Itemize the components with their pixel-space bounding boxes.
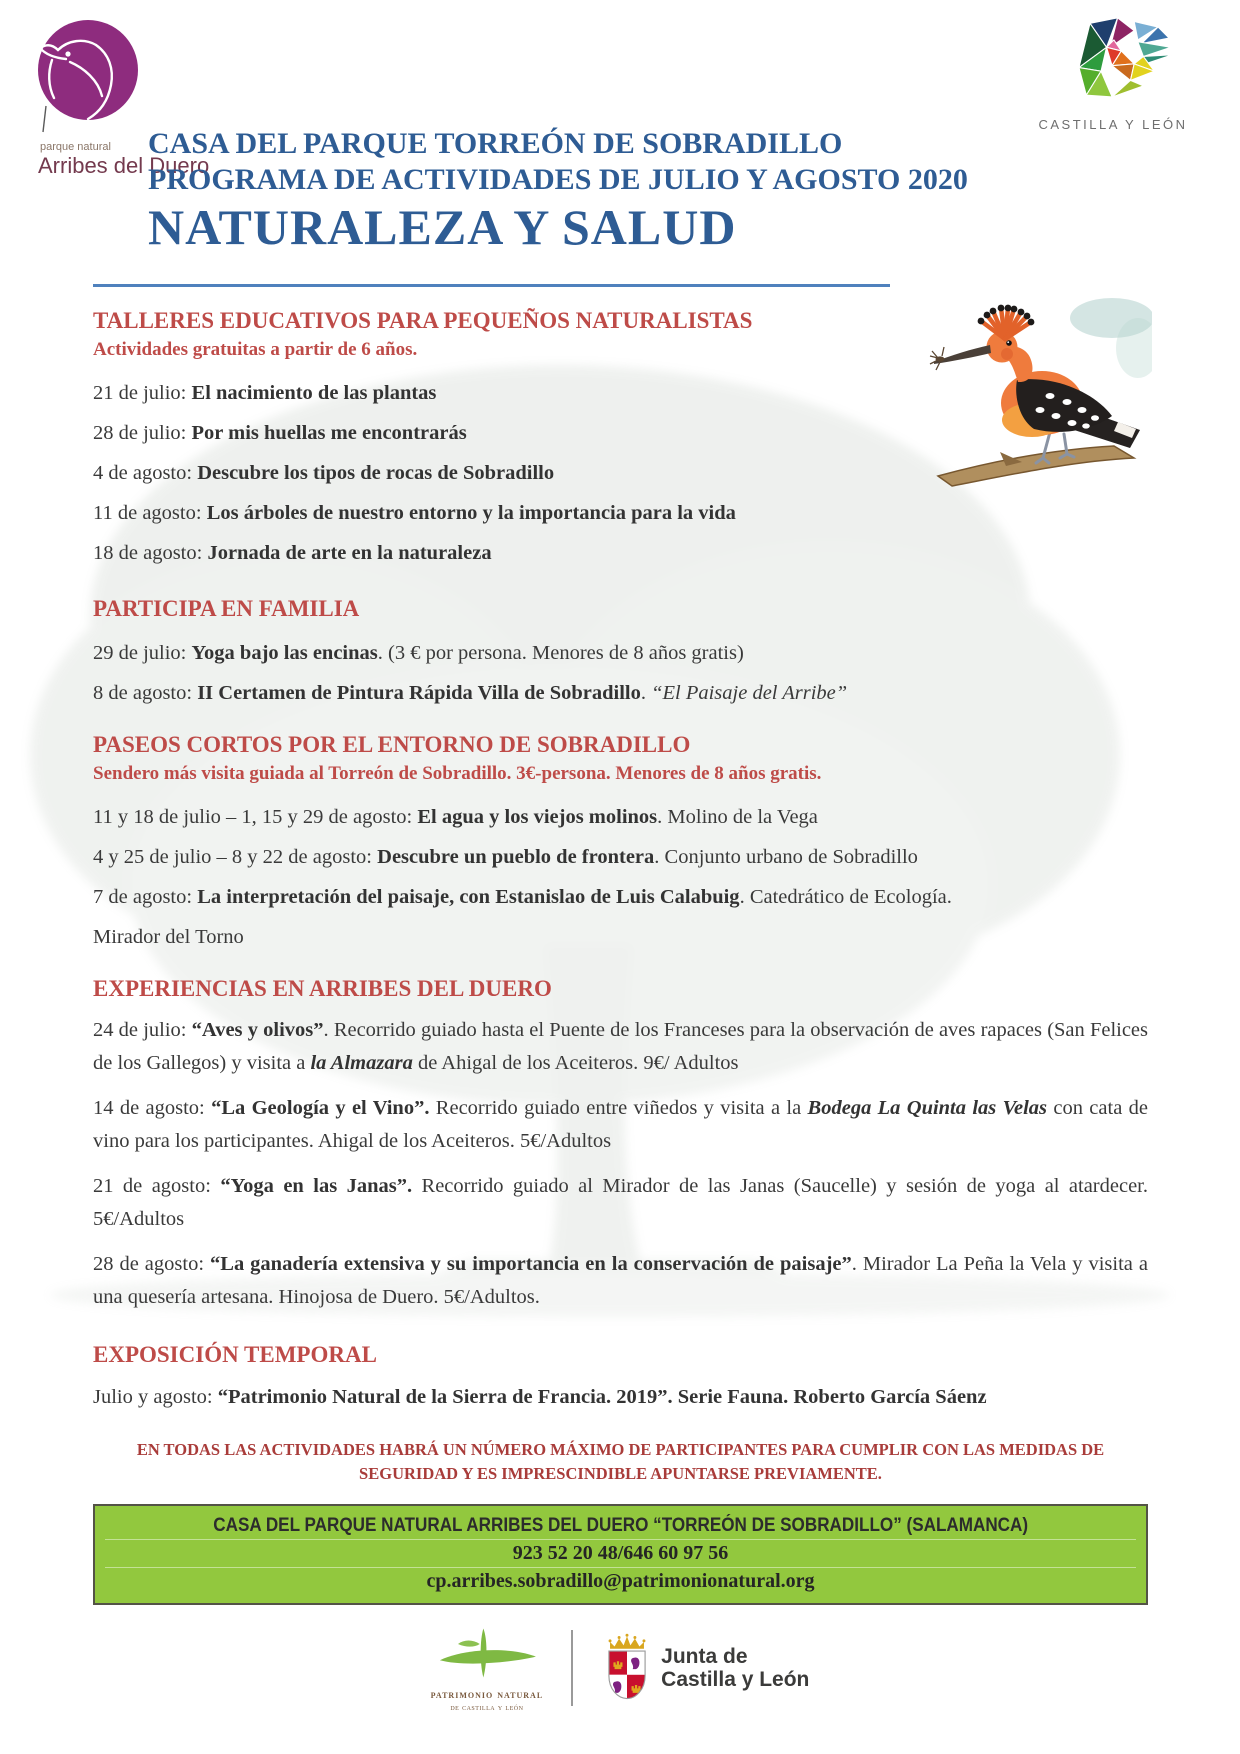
activity-location-line: Mirador del Torno bbox=[93, 926, 244, 948]
activity-title: Descubre un pueblo de frontera bbox=[377, 846, 655, 868]
activity-item bbox=[93, 802, 1148, 832]
activity-item bbox=[93, 458, 1148, 488]
activity-item bbox=[93, 538, 1148, 568]
activity-paragraph bbox=[93, 1014, 1148, 1080]
activity-date: 11 y 18 de julio – 1, 15 y 29 de agosto: bbox=[93, 806, 418, 828]
activity-title: “La Geología y el Vino”. bbox=[211, 1097, 430, 1119]
activity-item bbox=[93, 498, 1148, 528]
patrimonio-logo-line2: de castilla y león bbox=[450, 1702, 524, 1712]
activity-detail: Recorrido guiado entre viñedos y visita a la bbox=[429, 1097, 808, 1119]
disclaimer-text: EN TODAS LAS ACTIVIDADES HABRÁ UN NÚMERO MÁXIMO DE PARTICIPANTES PARA CUMPLIR CON LAS MEDIDAS DE SEGURIDAD Y ES IMPRESCINDIBLE APUNTARSE PREVIAMENTE. bbox=[136, 1440, 1105, 1483]
activity-detail-end: con cata de vino para los participantes. Ahigal de los Aceiteros. 5€/Adultos bbox=[93, 1097, 1148, 1152]
section-paseos-subtitle: Sendero más visita guiada al Torreón de Sobradillo. 3€-persona. Menores de 8 años gratis. bbox=[93, 763, 822, 784]
section-experiencias bbox=[93, 976, 1148, 1314]
region-logo-label: CASTILLA Y LEÓN bbox=[1038, 117, 1188, 132]
activity-detail: . Mirador La Peña la Vela y visita a una quesería artesana. Hinojosa de Duero. 5€/Adultos. bbox=[93, 1253, 1148, 1308]
section-exposicion-heading: EXPOSICIÓN TEMPORAL bbox=[93, 1342, 377, 1367]
activity-place-emphasis: Bodega La Quinta las Velas bbox=[807, 1097, 1048, 1119]
section-familia-heading: PARTICIPA EN FAMILIA bbox=[93, 596, 360, 621]
activity-detail-end: de Ahigal de los Aceiteros. 9€/ Adultos bbox=[412, 1052, 739, 1074]
section-familia bbox=[93, 596, 1148, 708]
section-exposicion bbox=[93, 1342, 1148, 1412]
page-title-line1: CASA DEL PARQUE TORREÓN DE SOBRADILLO bbox=[148, 127, 843, 160]
region-logo bbox=[1038, 16, 1188, 132]
activity-detail: . bbox=[640, 682, 652, 704]
junta-logo-text bbox=[661, 1645, 809, 1691]
activity-item bbox=[93, 882, 1148, 912]
activity-title: El agua y los viejos molinos bbox=[417, 806, 658, 828]
park-logo-icon bbox=[12, 14, 162, 134]
junta-castilla-leon-logo bbox=[601, 1632, 809, 1704]
activity-item bbox=[93, 418, 1148, 448]
activity-date: 7 de agosto: bbox=[93, 886, 198, 908]
activity-paragraph bbox=[93, 1248, 1148, 1314]
footer-logo-divider bbox=[571, 1630, 573, 1706]
junta-logo-line2: Castilla y León bbox=[661, 1668, 810, 1691]
activity-title: “Aves y olivos” bbox=[191, 1019, 324, 1041]
activity-item bbox=[93, 842, 1148, 872]
castilla-y-leon-logo-icon bbox=[1048, 16, 1178, 108]
activity-item bbox=[93, 1382, 1148, 1412]
patrimonio-logo-line1: patrimonio natural bbox=[430, 1687, 544, 1701]
activity-date: 24 de julio: bbox=[93, 1019, 192, 1041]
activity-title: Los árboles de nuestro entorno y la importancia para la vida bbox=[206, 502, 736, 524]
page-title-main: NATURALEZA Y SALUD bbox=[148, 199, 737, 255]
activity-date: 21 de agosto: bbox=[93, 1175, 221, 1197]
park-logo-small-label: parque natural bbox=[40, 141, 111, 153]
activity-item bbox=[93, 678, 1148, 708]
section-experiencias-heading: EXPERIENCIAS EN ARRIBES DEL DUERO bbox=[93, 976, 552, 1001]
activity-date: 28 de julio: bbox=[93, 422, 192, 444]
activity-title: Descubre los tipos de rocas de Sobradillo bbox=[197, 462, 555, 484]
section-talleres bbox=[93, 308, 1148, 568]
activity-title: Yoga bajo las encinas bbox=[191, 642, 378, 664]
activity-title: “Patrimonio Natural de la Sierra de Francia. 2019”. Serie Fauna. Roberto García Sáenz bbox=[217, 1386, 987, 1408]
activity-detail: . Conjunto urbano de Sobradillo bbox=[654, 846, 918, 868]
activity-paragraph bbox=[93, 1170, 1148, 1236]
activity-date: 4 de agosto: bbox=[93, 462, 198, 484]
activity-title: Jornada de arte en la naturaleza bbox=[207, 542, 492, 564]
page-title-line2: PROGRAMA DE ACTIVIDADES DE JULIO Y AGOSTO 2020 bbox=[148, 163, 968, 196]
title-block bbox=[148, 126, 968, 256]
patrimonio-natural-logo-icon bbox=[432, 1624, 542, 1682]
activity-detail: . Catedrático de Ecología. bbox=[739, 886, 952, 908]
activity-item bbox=[93, 378, 1148, 408]
activity-date: 14 de agosto: bbox=[93, 1097, 212, 1119]
activity-item bbox=[93, 638, 1148, 668]
activity-detail: Recorrido guiado al Mirador de las Janas (Saucelle) y sesión de yoga al atardecer. 5€/Adultos bbox=[93, 1175, 1148, 1230]
activity-date: 18 de agosto: bbox=[93, 542, 208, 564]
junta-shield-icon bbox=[601, 1632, 653, 1704]
contact-name: CASA DEL PARQUE NATURAL ARRIBES DEL DUERO “TORREÓN DE SOBRADILLO” (SALAMANCA) bbox=[213, 1515, 1028, 1536]
activity-detail: . Recorrido guiado hasta el Puente de los Franceses para la observación de aves rapaces (San Felices de los Gallegos) y visita a bbox=[93, 1019, 1149, 1074]
title-underline-rule bbox=[93, 284, 890, 287]
section-talleres-heading: TALLERES EDUCATIVOS PARA PEQUEÑOS NATURALISTAS bbox=[93, 308, 753, 333]
section-paseos-heading: PASEOS CORTOS POR EL ENTORNO DE SOBRADILLO bbox=[93, 732, 691, 757]
contact-box bbox=[93, 1504, 1148, 1605]
patrimonio-natural-logo bbox=[431, 1624, 544, 1712]
activity-detail: . (3 € por persona. Menores de 8 años gratis) bbox=[377, 642, 744, 664]
activity-title: II Certamen de Pintura Rápida Villa de Sobradillo bbox=[197, 682, 641, 704]
main-content bbox=[93, 308, 1148, 1605]
section-talleres-subtitle: Actividades gratuitas a partir de 6 años. bbox=[93, 339, 418, 360]
junta-logo-line1: Junta de bbox=[661, 1645, 748, 1668]
contact-phones: 923 52 20 48/646 60 97 56 bbox=[105, 1539, 1136, 1567]
activity-date: 21 de julio: bbox=[93, 382, 192, 404]
activity-date: 29 de julio: bbox=[93, 642, 192, 664]
activity-title: El nacimiento de las plantas bbox=[191, 382, 437, 404]
activity-quote: “El Paisaje del Arribe” bbox=[651, 682, 848, 704]
activity-title: Por mis huellas me encontrarás bbox=[191, 422, 467, 444]
activity-date: 11 de agosto: bbox=[93, 502, 207, 524]
footer-logos bbox=[0, 1608, 1240, 1728]
activity-detail: . Molino de la Vega bbox=[657, 806, 818, 828]
activity-title: La interpretación del paisaje, con Estanislao de Luis Calabuig bbox=[197, 886, 740, 908]
activity-date: 28 de agosto: bbox=[93, 1253, 211, 1275]
activity-date: 8 de agosto: bbox=[93, 682, 198, 704]
contact-email: cp.arribes.sobradillo@patrimonionatural.org bbox=[105, 1567, 1136, 1595]
activity-place-emphasis: la Almazara bbox=[310, 1052, 413, 1074]
activity-date: Julio y agosto: bbox=[93, 1386, 218, 1408]
activity-date: 4 y 25 de julio – 8 y 22 de agosto: bbox=[93, 846, 378, 868]
activity-paragraph bbox=[93, 1092, 1148, 1158]
activity-title: “La ganadería extensiva y su importancia en la conservación de paisaje” bbox=[210, 1253, 852, 1275]
section-paseos bbox=[93, 732, 1148, 952]
park-logo-name-label: Arribes del Duero bbox=[38, 153, 210, 178]
activity-title: “Yoga en las Janas”. bbox=[220, 1175, 413, 1197]
